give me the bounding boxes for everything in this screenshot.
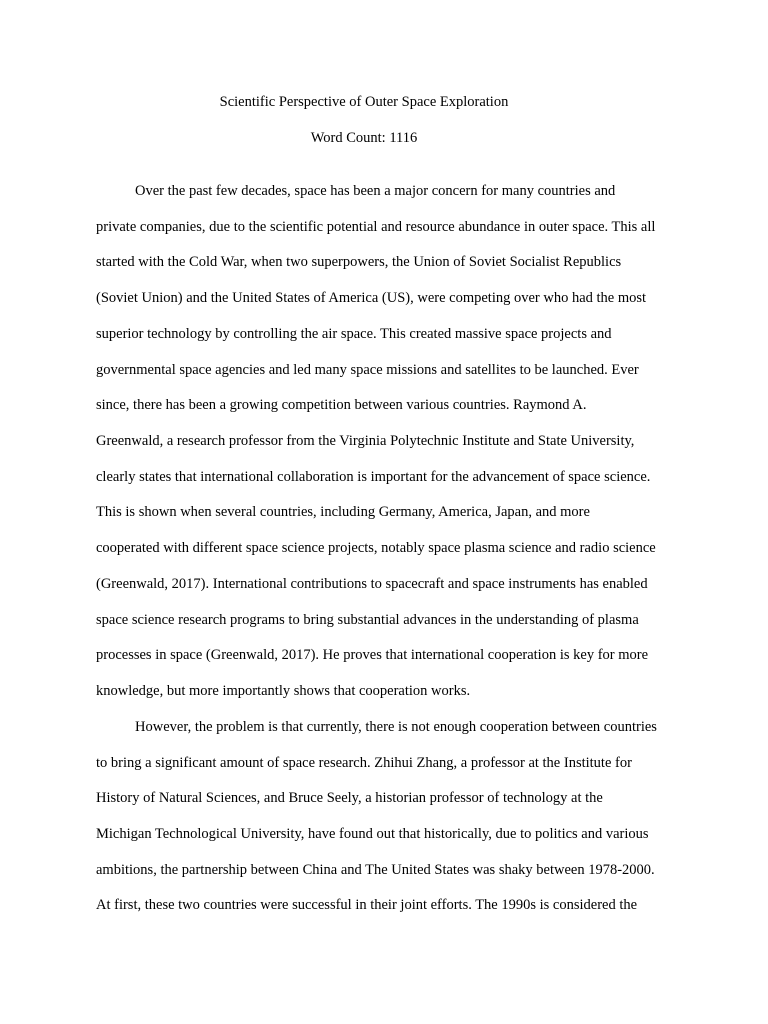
text-line: space science research programs to bring substantial advances in the understanding of plasma	[96, 611, 639, 628]
text-line: This is shown when several countries, including Germany, America, Japan, and more	[96, 504, 590, 521]
text-line: However, the problem is that currently, there is not enough cooperation between countries	[135, 718, 657, 735]
text-line: governmental space agencies and led many space missions and satellites to be launched. Ever	[96, 361, 639, 378]
text-line: knowledge, but more importantly shows that cooperation works.	[96, 683, 471, 700]
body-text	[96, 174, 696, 924]
text-line: Michigan Technological University, have found out that historically, due to politics and various	[96, 825, 649, 842]
text-line: private companies, due to the scientific potential and resource abundance in outer space. This all	[96, 218, 656, 235]
word-count: Word Count: 1116	[310, 130, 418, 146]
text-line: ambitions, the partnership between China and The United States was shaky between 1978-2000.	[96, 861, 655, 878]
text-line: Greenwald, a research professor from the Virginia Polytechnic Institute and State University,	[96, 433, 635, 450]
text-line: Over the past few decades, space has been a major concern for many countries and	[135, 183, 616, 199]
text-line: At first, these two countries were successful in their joint efforts. The 1990s is considered the	[96, 897, 638, 914]
text-line: (Greenwald, 2017). International contributions to spacecraft and space instruments has enabled	[96, 575, 648, 592]
text-line: cooperated with different space science projects, notably space plasma science and radio science	[96, 540, 656, 557]
text-line: History of Natural Sciences, and Bruce Seely, a historian professor of technology at the	[96, 790, 603, 807]
text-line: since, there has been a growing competition between various countries. Raymond A.	[96, 397, 587, 414]
text-line: clearly states that international collaboration is important for the advancement of space science.	[96, 468, 651, 485]
text-line: processes in space (Greenwald, 2017). He proves that international cooperation is key for more	[96, 647, 649, 664]
text-line: (Soviet Union) and the United States of America (US), were competing over who had the most	[96, 290, 647, 307]
document-title: Scientific Perspective of Outer Space Exploration	[219, 94, 509, 110]
text-line: to bring a significant amount of space research. Zhihui Zhang, a professor at the Institute for	[96, 754, 632, 771]
text-line: started with the Cold War, when two superpowers, the Union of Soviet Socialist Republics	[96, 254, 622, 271]
text-line: superior technology by controlling the air space. This created massive space projects and	[96, 325, 612, 342]
